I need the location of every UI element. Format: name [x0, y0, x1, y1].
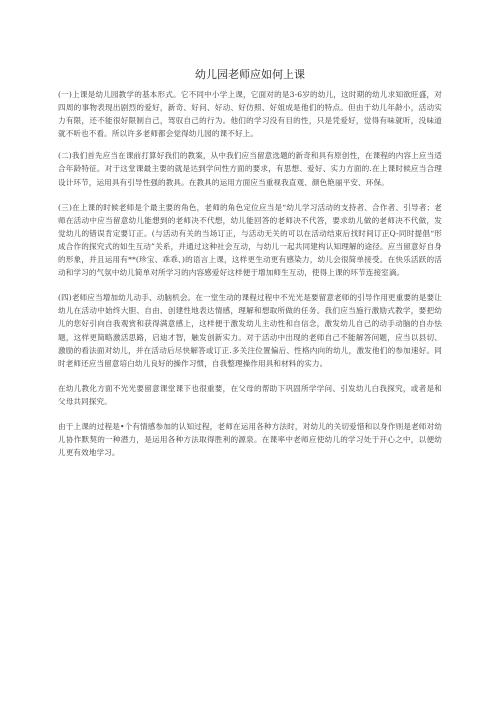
paragraph-6: 由于上课的过程是•个有情感参加的认知过程，老师在运用各种方法时，对幼儿的关切爱惜和以身作则是老师对幼儿协作默契的一种潜力，是运用各种方法取得胜利的源泉。在课率中老师应使幼儿的学习处于开心之中，以便幼儿更有效地学习。 [58, 421, 442, 458]
paragraph-5: 在幼儿教化方面不光光要留意课堂课下也很重要，在父母的帮助下巩固所学学问、引发幼儿白我探究，或者是和父母共同探究。 [58, 383, 442, 406]
paragraph-2: (二)我们首先应当在课前打算好我们的教案，从中我们应当留意选题的新奇和具有原创性，在课程的内容上应当适合年龄特征。对于这堂课最主要的就是达到学问性方面的要求，有思想、爱好、实力方面的.在上课时候应当合理设计环节，运用具有引导性强的教具。在教具的运用方面应当重视我直观、颜色艳丽平安、环保。 [58, 151, 442, 187]
paragraph-4: (四)老师应当增加幼儿动手、动脑机会。在一堂生动的课程过程中不光光是要留意老师的引导作用更重要的是要让幼儿在活动中始终大胆、自由、创建性地表达情感，理解和想取所做的任务。我们应当施行激励式教学，要把幼儿的您好引向自我观赏和获得满意感上，这样便于激发幼儿主动性和自信念，激发幼儿自己的动手动脑的自办怯题，这样更简略激活思路，启迪才智，触发创新实力。对于活动中出现的老师自己不能解答问题，应当以县切、激励的看法面对幼儿，并在活动后尽快解答或订正.多关注位置偏后、性格内向的幼儿，激发他们的参加速好。同时老师还应当留意培白幼儿良好的操作习惯，自我整理操作用具和材料的实力。 [58, 293, 442, 368]
paragraph-3: (三)在上课的时候老师是个最主要的角色，老师的角色定位应当是“幼儿学习活动的支持者、合作者、引导者；老师在活动中应当留意幼儿能想到的老师决不代想，幼儿能回答的老师决不代答，要求幼儿做的老师决不代做，发觉幼儿的错误肯定要订正。(与活动有关的当场订正，与活动无关的可以在活动结束后找时间订正Q-同时提倡“形成合作的探究式的如生互动”关系，并通过这种社会互动，与幼儿一起共同建构认知理解的途径。应当留意好自身的形象，并且运用有**(珍宝、乖乖、)的语言上课，这样更生动更有感染力，幼儿会很简单接受。在快乐活跃的活动和学习的气氛中幼儿简单对所学习的内容感爱好这样便于增加师生互动，使得上课的环节连接室滴。 [58, 202, 442, 278]
document-title: 幼儿园老师应如何上课 [195, 68, 305, 81]
paragraph-1: (一)上课是幼儿园教学的基本形式。它不同中小学上课，它面对的是3-6岁的幼儿，这时期的幼儿求知欲旺盛，对四周的事物表现出剧烈的爱好，新奇、好问、好动、好仿照、好姐成是他们的特点。但由于幼儿年龄小，活动实力有限，还不能很好限制自己，驾驭自己的行为。他们的学习没有目的性，只是凭爱好，觉得有味就听，没味道就不听也不看。所以许多老师都会觉得幼儿园的课不好上。 [58, 90, 442, 139]
